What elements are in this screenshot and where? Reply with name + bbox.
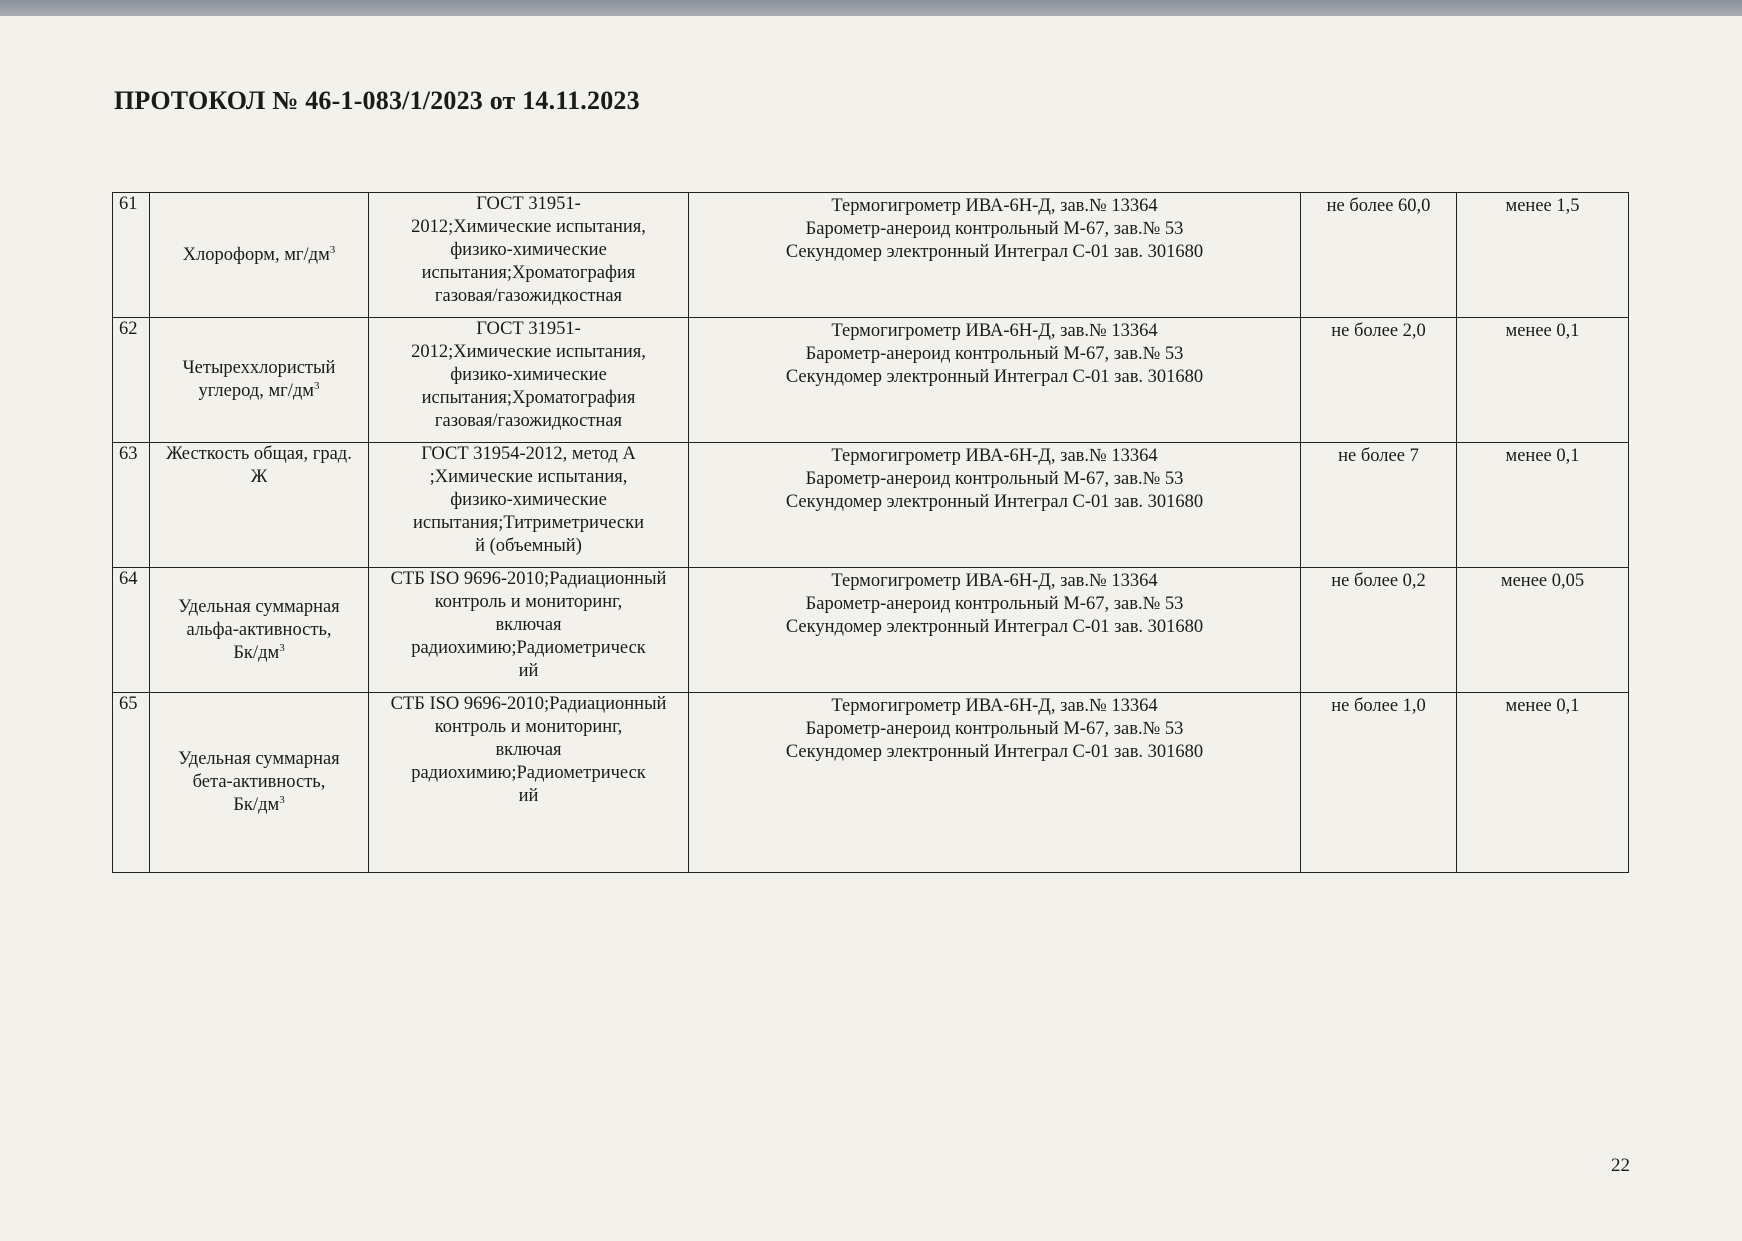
unit-superscript: 3 <box>314 379 320 392</box>
cell-line: ий <box>518 786 539 806</box>
cell-line: й (объемный) <box>475 536 582 556</box>
parameter-cell <box>150 693 369 873</box>
cell-line: газовая/газожидкостная <box>434 411 623 431</box>
cell-line: ГОСТ 31951- <box>476 319 581 339</box>
cell-line: газовая/газожидкостная <box>434 286 623 306</box>
parameter-text: Ж <box>250 467 268 487</box>
parameter-line <box>152 771 366 794</box>
method-cell <box>369 193 689 318</box>
cell-line: Термогигрометр ИВА-6Н-Д, зав.№ 13364 <box>831 446 1158 466</box>
cell-line: Секундомер электронный Интеграл С-01 зав. 301680 <box>785 242 1204 262</box>
cell-line: физико-химические <box>450 490 607 510</box>
parameter-text: Четыреххлористый <box>182 358 336 378</box>
cell-line: ий <box>518 661 539 681</box>
cell-line: Барометр-анероид контрольный М-67, зав.№ 53 <box>805 594 1184 614</box>
equipment-cell <box>689 318 1301 443</box>
parameter-text: Удельная суммарная <box>178 749 340 769</box>
result-cell: менее 0,05 <box>1457 568 1629 693</box>
parameter-text: Жесткость общая, град. <box>166 444 352 464</box>
parameter-text: альфа-активность, <box>186 619 332 640</box>
norm-cell: не более 2,0 <box>1301 318 1457 443</box>
parameter-cell <box>150 318 369 443</box>
parameter-text: Хлороформ, мг/дм <box>182 244 330 265</box>
parameter-line <box>152 466 366 489</box>
protocol-title: ПРОТОКОЛ № 46-1-083/1/2023 от 14.11.2023 <box>114 86 640 115</box>
result-cell: менее 0,1 <box>1457 693 1629 873</box>
results-table-body <box>113 193 1629 873</box>
equipment-cell <box>689 568 1301 693</box>
cell-line: Барометр-анероид контрольный М-67, зав.№ 53 <box>805 719 1184 739</box>
method-cell <box>369 693 689 873</box>
cell-line: Секундомер электронный Интеграл С-01 зав. 301680 <box>785 617 1204 637</box>
cell-line: контроль и мониторинг, <box>434 717 623 737</box>
cell-line: 2012;Химические испытания, <box>411 342 646 362</box>
page-number: 22 <box>1611 1155 1630 1176</box>
cell-line: ГОСТ 31951- <box>476 194 581 214</box>
cell-line: включая <box>495 615 562 635</box>
parameter-text: Удельная суммарная <box>178 596 340 617</box>
table-row <box>113 443 1629 568</box>
cell-line: Барометр-анероид контрольный М-67, зав.№ 53 <box>805 469 1184 489</box>
cell-line: 2012;Химические испытания, <box>411 217 646 237</box>
norm-cell: не более 7 <box>1301 443 1457 568</box>
cell-line: Секундомер электронный Интеграл С-01 зав. 301680 <box>785 492 1204 512</box>
cell-line: СТБ ISO 9696-2010;Радиационный <box>390 569 667 589</box>
unit-superscript: 3 <box>329 243 336 256</box>
parameter-text: Бк/дм <box>233 795 280 815</box>
parameter-line <box>152 443 366 466</box>
parameter-cell <box>150 568 369 693</box>
row-number: 65 <box>113 693 150 873</box>
method-cell <box>369 318 689 443</box>
table-row <box>113 568 1629 693</box>
row-number: 64 <box>113 568 150 693</box>
cell-line: СТБ ISO 9696-2010;Радиационный <box>390 694 667 714</box>
results-table <box>112 192 1629 873</box>
parameter-line <box>152 748 366 771</box>
result-cell: менее 1,5 <box>1457 193 1629 318</box>
parameter-line <box>152 380 366 403</box>
cell-line: радиохимию;Радиометрическ <box>411 638 646 658</box>
cell-line: контроль и мониторинг, <box>434 592 623 612</box>
row-number: 63 <box>113 443 150 568</box>
norm-cell: не более 0,2 <box>1301 568 1457 693</box>
method-cell <box>369 568 689 693</box>
cell-line: Барометр-анероид контрольный М-67, зав.№ 53 <box>805 344 1184 364</box>
parameter-line <box>152 596 366 619</box>
parameter-cell <box>150 193 369 318</box>
parameter-line <box>152 619 366 642</box>
parameter-line <box>152 642 366 665</box>
cell-line: ГОСТ 31954-2012, метод А <box>421 444 636 464</box>
result-cell: менее 0,1 <box>1457 318 1629 443</box>
cell-line: Секундомер электронный Интеграл С-01 зав. 301680 <box>785 367 1204 387</box>
table-row <box>113 318 1629 443</box>
cell-line: физико-химические <box>450 365 607 385</box>
parameter-line <box>152 794 366 817</box>
parameter-text: углерод, мг/дм <box>198 381 315 401</box>
cell-line: испытания;Хроматография <box>421 263 636 283</box>
cell-line: ;Химические испытания, <box>429 467 628 487</box>
cell-line: испытания;Хроматография <box>421 388 636 408</box>
parameter-line <box>152 244 366 267</box>
equipment-cell <box>689 443 1301 568</box>
cell-line: физико-химические <box>450 240 607 260</box>
equipment-cell <box>689 693 1301 873</box>
parameter-cell <box>150 443 369 568</box>
cell-line: включая <box>495 740 562 760</box>
scan-top-edge <box>0 0 1742 16</box>
cell-line: Термогигрометр ИВА-6Н-Д, зав.№ 13364 <box>831 696 1158 716</box>
result-cell: менее 0,1 <box>1457 443 1629 568</box>
row-number: 61 <box>113 193 150 318</box>
cell-line: Термогигрометр ИВА-6Н-Д, зав.№ 13364 <box>831 571 1158 591</box>
method-cell <box>369 443 689 568</box>
norm-cell: не более 1,0 <box>1301 693 1457 873</box>
cell-line: Термогигрометр ИВА-6Н-Д, зав.№ 13364 <box>831 321 1158 341</box>
table-row <box>113 193 1629 318</box>
parameter-line <box>152 357 366 380</box>
cell-line: испытания;Титриметрически <box>412 513 645 533</box>
parameter-text: Бк/дм <box>233 642 280 663</box>
equipment-cell <box>689 193 1301 318</box>
cell-line: Барометр-анероид контрольный М-67, зав.№ 53 <box>805 219 1184 239</box>
cell-line: Термогигрометр ИВА-6Н-Д, зав.№ 13364 <box>831 196 1158 216</box>
norm-cell: не более 60,0 <box>1301 193 1457 318</box>
unit-superscript: 3 <box>279 641 285 654</box>
table-row <box>113 693 1629 873</box>
row-number: 62 <box>113 318 150 443</box>
unit-superscript: 3 <box>279 793 285 806</box>
cell-line: радиохимию;Радиометрическ <box>411 763 646 783</box>
cell-line: Секундомер электронный Интеграл С-01 зав. 301680 <box>785 742 1204 762</box>
parameter-text: бета-активность, <box>192 772 326 792</box>
